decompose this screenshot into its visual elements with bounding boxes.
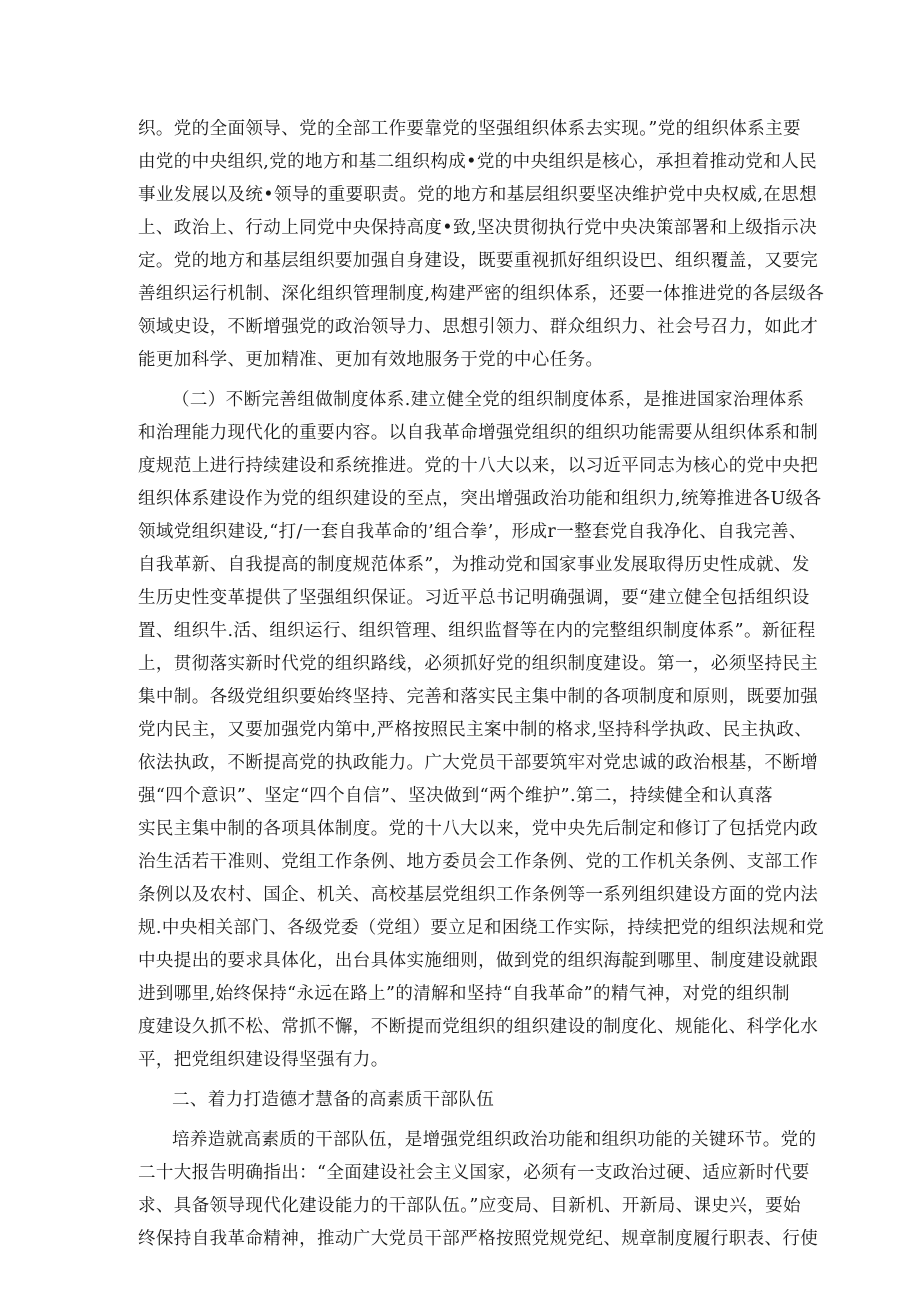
text-line: 织。党的全面领导、党的全部工作要靠党的坚强组织体系去实现。”党的组织体系主要 — [138, 119, 801, 139]
text-line: 度规范上进行持续建设和系统推进。党的十八大以来，以习近平同志为核心的党中央把 — [138, 456, 819, 476]
text-line: 置、组织牛.活、组织运行、组织管理、组织监督等在内的完整组织制度体系”。新征程 — [138, 621, 816, 641]
text-line: 能更加科学、更加精准、更加有效地服务于党的中心任务。 — [138, 350, 604, 370]
text-line: 规.中央相关部门、各级党委（党组）要立足和困绕工作实际，持续把党的组织法规和党 — [138, 918, 825, 938]
text-line: 领域党组织建设,“打/一套自我革命的’组合拳’，形成r一整套党自我净化、自我完善、 — [138, 522, 807, 542]
text-line: 依法执政，不断提高党的执政能力。广大党员干部要筑牢对党忠诚的政治根基，不断增 — [138, 753, 819, 773]
text-line: （二）不断完善组做制度体系.建立健全党的组织制度体系，是推进国家治理体系 — [172, 390, 805, 410]
document-body — [138, 113, 825, 1256]
paragraph-3 — [138, 1124, 819, 1256]
paragraph-2 — [138, 384, 825, 1077]
text-line: 求、具备领导现代化建设能力的干部队伍。”应变局、目新机、开新局、课史兴，要始 — [138, 1196, 801, 1216]
text-line: 由党的中央组织,党的地方和基二组织构成•党的中央组织是核心，承担着推动党和人民 — [138, 152, 817, 172]
text-line: 事业发展以及统•领导的重要职责。党的地方和基层组织要坚决维护党中央权威,在思想 — [138, 185, 817, 205]
text-line: 终保持自我革命精神，推动广大党员干部严格按照党规党纪、规章制度履行职表、行使 — [138, 1229, 819, 1249]
text-line: 条例以及农村、国企、机关、高校基层党组织工作条例等一系列组织建设方面的党内法 — [138, 885, 819, 905]
text-line: 上，贯彻落实新时代党的组织路线，必须抓好党的组织制度建设。第一，必须坚持民主 — [138, 654, 819, 674]
text-line: 强“四个意识”、坚定“四个自信”、坚决做到“两个维护”.第二，持续健全和认真落 — [138, 786, 773, 806]
text-line: 二十大报告明确指出：“全面建设社会主义国家，必须有一支政治过硬、适应新时代要 — [138, 1163, 810, 1183]
text-line: 生历史性变革提供了坚强组织保证。习近平总书记明确强调，要“建立健全包括组织设 — [138, 588, 810, 608]
paragraph-1 — [138, 113, 825, 377]
text-line: 自我革新、自我提高的制度规范体系”，为推动党和国家事业发展取得历史性成就、发 — [138, 555, 810, 575]
section-heading: 二、着力打造德才慧备的高素质干部队伍 — [172, 1090, 495, 1110]
text-line: 党内民主，又要加强党内第中,严格按照民主案中制的格求,坚持科学执政、民主执政、 — [138, 720, 813, 740]
text-line: 平，把党组织建设得坚强有力。 — [138, 1050, 389, 1070]
text-line: 领域史设，不断增强党的政治领导力、思想引领力、群众组织力、社会号召力，如此才 — [138, 317, 819, 337]
text-line: 治生活若干准则、党组工作条例、地方委员会工作条例、党的工作机关条例、支部工作 — [138, 852, 819, 872]
text-line: 集中制。各级党组织要始终坚持、完善和落实民主集中制的各项制度和原则，既要加强 — [138, 687, 819, 707]
text-line: 培养造就高素质的干部队伍，是增强党组织政治功能和组织功能的关键环节。党的 — [172, 1130, 817, 1150]
text-line: 上、政治上、行动上同党中央保持高度•致,坚决贯彻执行党中央决策部署和上级指示决 — [138, 218, 817, 238]
text-line: 实民主集中制的各项具体制度。党的十八大以来，党中央先后制定和修订了包括党内政 — [138, 819, 819, 839]
text-line: 进到哪里,始终保持“永远在路上”的清解和坚持“自我革命”的精气神，对党的组织制 — [138, 984, 790, 1004]
text-line: 善组织运行机制、深化组织管理制度,构建严密的组织体系，还要一体推进党的各层级各 — [138, 284, 825, 304]
text-line: 中央提出的要求具体化，出台具体实施细则，做到党的组织海靛到哪里、制度建设就跟 — [138, 951, 819, 971]
text-line: 定。党的地方和基层组织要加强自身建设，既要重视抓好组织设巴、组织覆盖，又要完 — [138, 251, 819, 271]
text-line: 和治理能力现代化的重要内容。以自我革命增强党组织的组织功能需要从组织体系和制 — [138, 423, 819, 443]
text-line: 度建设久抓不松、常抓不懈，不断提而党组织的组织建设的制度化、规能化、科学化水 — [138, 1017, 819, 1037]
text-line: 组织体系建设作为党的组织建设的至点，突出增强政治功能和组织力,统筹推进各U级各 — [138, 489, 822, 509]
